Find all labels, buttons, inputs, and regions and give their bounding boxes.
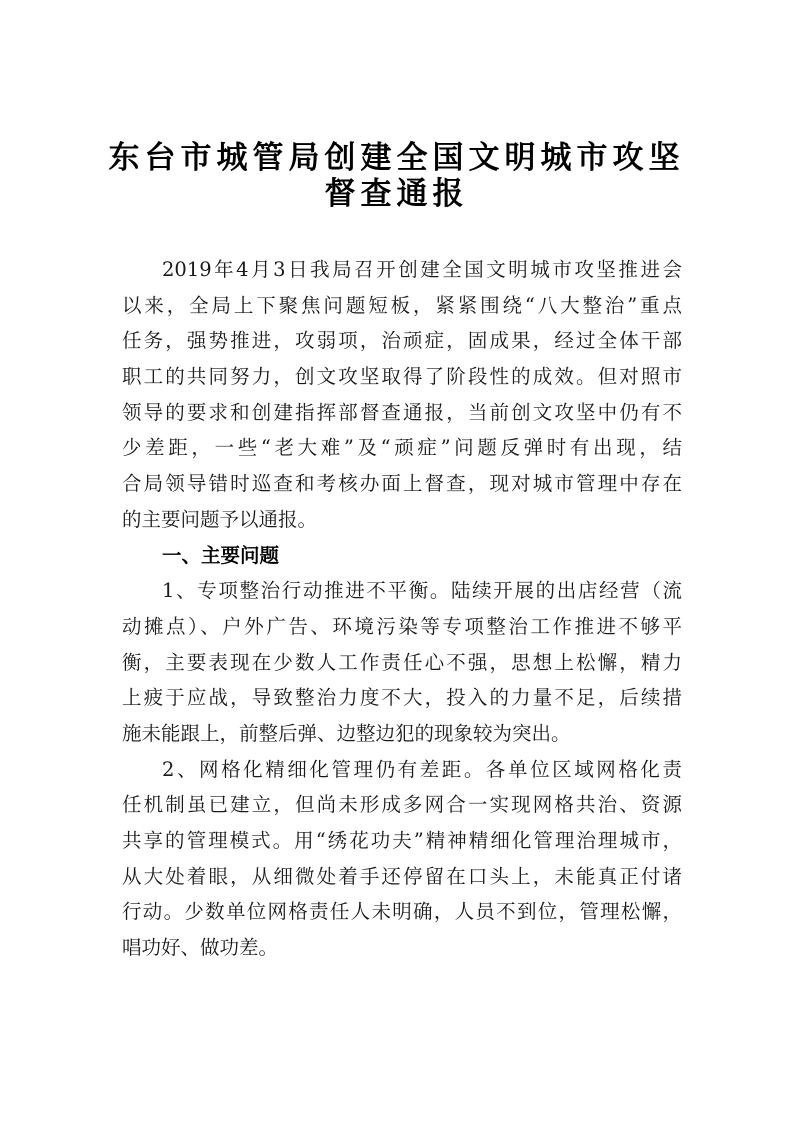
document-title-line-1: 东台市城管局创建全国文明城市攻坚 <box>108 140 685 176</box>
paragraph-line: 唱功好、做功差。 <box>122 936 279 960</box>
item-2-paragraph <box>122 752 682 966</box>
paragraph-line: 1、专项整治行动推进不平衡。陆续开展的出店经营（流 <box>162 579 682 603</box>
document-body <box>122 252 682 966</box>
paragraph-line: 职工的共同努力，创文攻坚取得了阶段性的成效。但对照市 <box>122 365 682 389</box>
paragraph-line: 衡，主要表现在少数人工作责任心不强，思想上松懈，精力 <box>122 650 682 674</box>
paragraph-line: 的主要问题予以通报。 <box>122 507 318 531</box>
paragraph-line: 从大处着眼，从细微处着手还停留在口头上，未能真正付诸 <box>122 864 682 888</box>
paragraph-line: 动摊点）、户外广告、环境污染等专项整治工作推进不够平 <box>122 614 682 638</box>
paragraph-line: 任机制虽已建立，但尚未形成多网合一实现网格共治、资源 <box>122 793 682 817</box>
item-1-paragraph <box>122 573 682 751</box>
paragraph-line: 合局领导错时巡查和考核办面上督查，现对城市管理中存在 <box>122 472 682 496</box>
section-heading: 一、主要问题 <box>162 543 280 567</box>
paragraph-line: 上疲于应战，导致整治力度不大，投入的力量不足，后续措 <box>122 686 682 710</box>
paragraph-line: 以来，全局上下聚焦问题短板，紧紧围绕“八大整治”重点 <box>122 293 682 317</box>
paragraph-line: 领导的要求和创建指挥部督查通报，当前创文攻坚中仍有不 <box>122 400 682 424</box>
paragraph-line: 共享的管理模式。用“绣花功夫”精神精细化管理治理城市， <box>122 829 682 852</box>
intro-paragraph <box>122 252 682 538</box>
paragraph-line: 2、网格化精细化管理仍有差距。各单位区域网格化责 <box>162 757 682 781</box>
paragraph-line: 2019年4月3日我局召开创建全国文明城市攻坚推进会 <box>162 258 682 281</box>
paragraph-line: 任务，强势推进，攻弱项，治顽症，固成果，经过全体干部 <box>122 329 682 353</box>
paragraph-line: 行动。少数单位网格责任人未明确，人员不到位，管理松懈， <box>122 900 682 924</box>
paragraph-line: 施未能跟上，前整后弹、边整边犯的现象较为突出。 <box>122 721 571 745</box>
paragraph-line: 少差距，一些“老大难”及“顽症”问题反弹时有出现，结 <box>122 436 682 460</box>
document-title-line-2: 督查通报 <box>324 176 469 212</box>
